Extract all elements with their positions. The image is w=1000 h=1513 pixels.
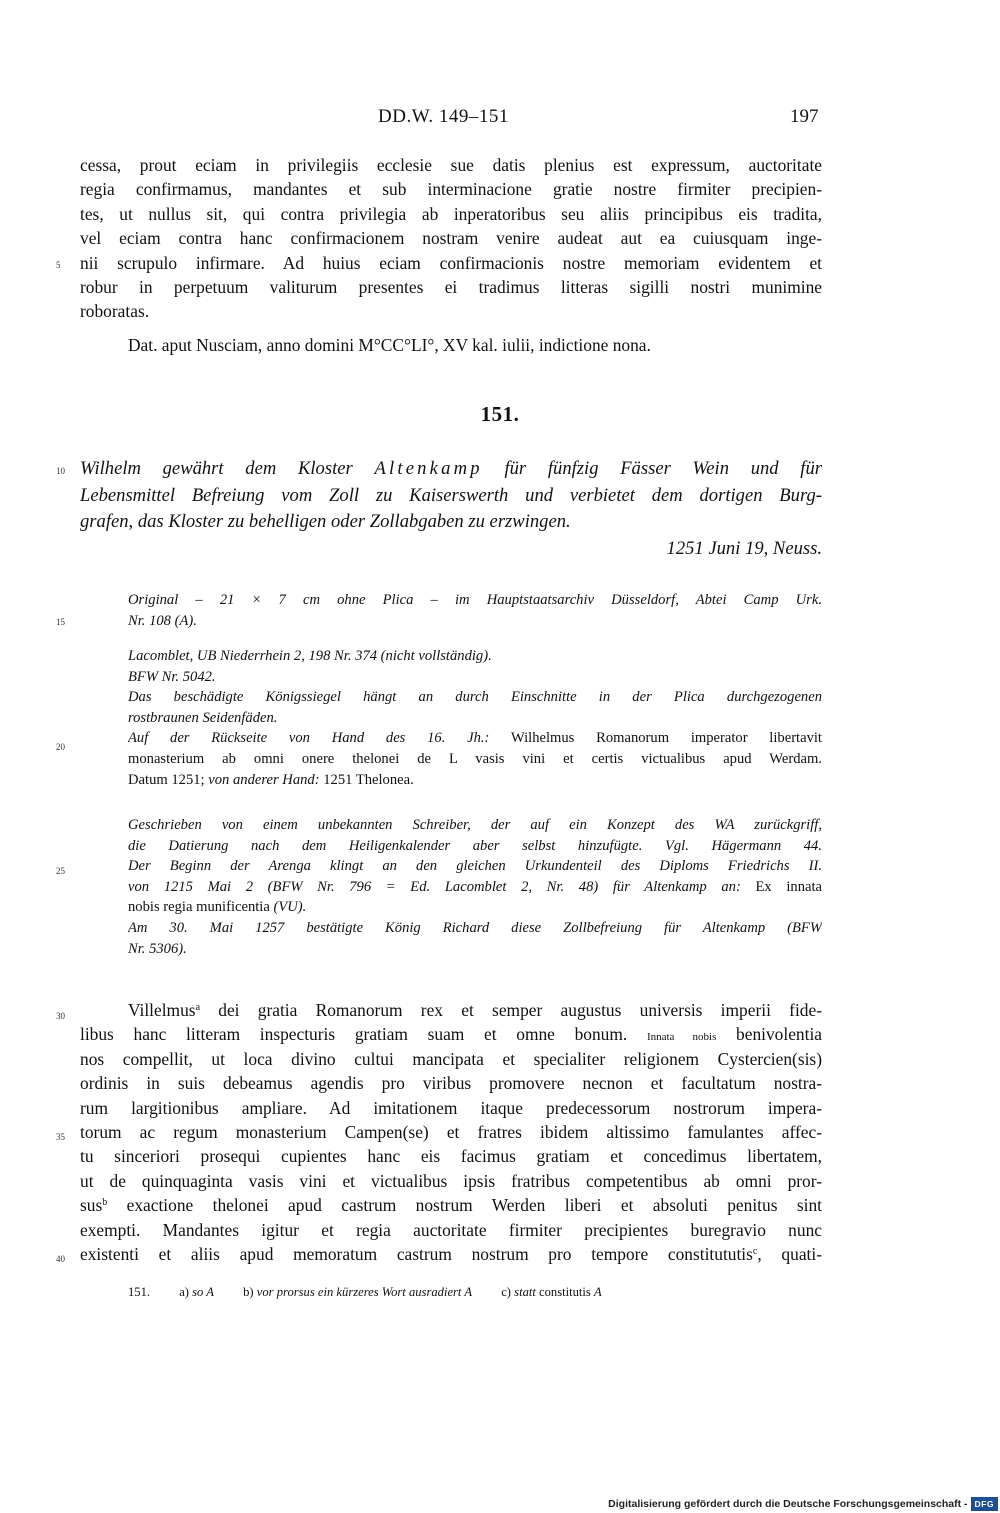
text-line: ut de quinquaginta vasis vini et victualibus ipsis fratribus competentibus ab omni pror- bbox=[80, 1170, 822, 1191]
header-reference: DD.W. 149–151 bbox=[378, 106, 509, 127]
apparatus-line: Geschrieben von einem unbekannten Schreiber, der auf ein Konzept des WA zurückgriff, bbox=[128, 817, 822, 833]
text-segment: existenti et aliis apud memoratum castrum nostrum pro tempore constitututis bbox=[80, 1243, 753, 1264]
commentary-text: von 1215 Mai 2 (BFW Nr. 796 = Ed. Lacomblet 2, Nr. 48) für Altenkamp an: bbox=[128, 878, 741, 895]
text-line: ordinis in suis debeamus agendis pro viribus promovere necnon et facultatum nostra- bbox=[80, 1073, 822, 1094]
footnote-mark: a) bbox=[179, 1285, 189, 1299]
apparatus-line bbox=[128, 897, 822, 918]
apparatus-line: Der Beginn der Arenga klingt an den gleichen Urkundenteil des Diploms Friedrichs II. bbox=[128, 858, 822, 875]
quoted-text: Ex innata bbox=[740, 878, 822, 895]
text-line: vel eciam contra hanc confirmacionem nostram venire audeat aut ea cuiusquam inge- bbox=[80, 228, 822, 249]
apparatus-line: Das beschädigte Königssiegel hängt an durch Einschnitte in der Plica durchgezogenen bbox=[128, 689, 822, 706]
quoted-text: nobis regia munificentia bbox=[128, 899, 270, 916]
apparatus-line: Nr. 108 (A). bbox=[128, 612, 197, 629]
footnote-number: 151. bbox=[128, 1285, 151, 1299]
charter-text bbox=[80, 998, 822, 1266]
dorsal-text: 1251 Thelonea. bbox=[319, 771, 414, 788]
text-line: nos compellit, ut loca divino cultui mancipata et specialiter religionem Cystercien(sis) bbox=[80, 1048, 822, 1069]
apparatus-line: BFW Nr. 5042. bbox=[128, 668, 216, 685]
dorsal-label: von anderer Hand: bbox=[208, 771, 320, 788]
commentary-note bbox=[128, 815, 822, 959]
regest-date: 1251 Juni 19, Neuss. bbox=[666, 537, 822, 559]
regest bbox=[80, 456, 822, 562]
text-line: roboratas. bbox=[80, 301, 150, 322]
dfg-logo-icon: DFG bbox=[971, 1497, 998, 1511]
text-line: tu sinceriori prosequi cupientes hanc eis facimus gratiam et concedimus libertatem, bbox=[80, 1146, 822, 1167]
text-segment: sus bbox=[80, 1195, 103, 1216]
text-line: exempti. Mandantes igitur et regia auctoritate firmiter precipientes buregravio nunc bbox=[80, 1219, 822, 1240]
footnote-text: A bbox=[593, 1285, 602, 1299]
apparatus-line bbox=[128, 877, 822, 898]
text-line bbox=[80, 1022, 822, 1046]
footnote-text: constitutis bbox=[535, 1285, 594, 1299]
apparatus-line: Lacomblet, UB Niederrhein 2, 198 Nr. 374 (nicht vollständig). bbox=[128, 648, 492, 664]
footnote-b bbox=[243, 1285, 472, 1299]
line-number: 25 bbox=[56, 866, 65, 876]
footnote-c bbox=[501, 1285, 601, 1299]
line-number: 30 bbox=[56, 1011, 65, 1021]
document-number: 151. bbox=[480, 402, 520, 426]
digitization-footer bbox=[608, 1495, 1000, 1513]
text-segment: , quati- bbox=[757, 1243, 822, 1264]
regest-line bbox=[80, 456, 822, 483]
line-number: 35 bbox=[56, 1132, 65, 1142]
text-line: tes, ut nullus sit, qui contra privilegia ab inperatoribus seu aliis principibus eis tradita, bbox=[80, 203, 822, 224]
dorsal-text: Wilhelmus Romanorum imperator libertavit bbox=[489, 730, 822, 747]
text-line: torum ac regum monasterium Campen(se) et fratres ibidem altissimo famulantes affec- bbox=[80, 1121, 822, 1142]
line-number: 20 bbox=[56, 742, 65, 752]
apparatus-line: monasterium ab omni onere thelonei de L vasis vini et certis victualibus apud Werdam. bbox=[128, 750, 822, 767]
line-number: 40 bbox=[56, 1254, 65, 1264]
arenga-incipit: Innata nobis bbox=[646, 1031, 717, 1044]
line-number: 5 bbox=[56, 260, 61, 270]
footnote-a bbox=[179, 1285, 214, 1299]
apparatus-line: Am 30. Mai 1257 bestätigte König Richard diese Zollbefreiung für Altenkamp (BFW bbox=[128, 919, 822, 936]
commentary-text: (VU). bbox=[269, 899, 307, 916]
regest-text: Wilhelm gewährt dem Kloster bbox=[80, 458, 375, 479]
apparatus-line: die Datierung nach dem Heiligenkalender aber selbst hinzufügte. Vgl. Hägermann 44. bbox=[128, 837, 822, 854]
apparatus-line: Original – 21 × 7 cm ohne Plica – im Hauptstaatsarchiv Düsseldorf, Abtei Camp Urk. bbox=[128, 592, 822, 608]
regest-line: Lebensmittel Befreiung vom Zoll zu Kaiserswerth und verbietet dem dortigen Burg- bbox=[80, 484, 822, 506]
text-segment: libus hanc litteram inspecturis gratiam suam et omne bonum. bbox=[80, 1024, 647, 1045]
carryover-text bbox=[80, 153, 822, 324]
footnote-mark: c) bbox=[501, 1285, 512, 1299]
apparatus-line bbox=[128, 770, 822, 791]
footnote-text: vor prorsus ein kürzeres Wort ausradiert A bbox=[256, 1285, 473, 1299]
page-number: 197 bbox=[790, 106, 819, 127]
text-line: nii scrupulo infirmare. Ad huius eciam confirmacionis nostre memoriam evidentem et bbox=[80, 252, 822, 273]
text-segment: exactione thelonei apud castrum nostrum Werden liberi et absoluti penitus sint bbox=[107, 1195, 822, 1216]
footnote-mark-b: b bbox=[102, 1197, 108, 1209]
text-line bbox=[80, 1193, 822, 1217]
text-line bbox=[80, 998, 822, 1022]
text-line: robur in perpetuum valiturum presentes ei tradimus litteras sigilli nostri munimine bbox=[80, 276, 822, 297]
footnote-mark: b) bbox=[243, 1285, 254, 1299]
dorsal-text: Datum 1251; bbox=[128, 771, 209, 788]
line-number: 15 bbox=[56, 617, 65, 627]
text-segment: dei gratia Romanorum rex et semper augustus universis imperii fide- bbox=[200, 1000, 822, 1020]
tradition-note bbox=[128, 590, 822, 631]
apparatus-line: rostbraunen Seidenfäden. bbox=[128, 709, 278, 726]
text-line: regia confirmamus, mandantes et sub interminacione gratie nostre firmiter precipien- bbox=[80, 179, 822, 200]
regest-line: grafen, das Kloster zu behelligen oder Zollabgaben zu erzwingen. bbox=[80, 511, 571, 532]
text-line bbox=[80, 1242, 822, 1266]
dating-clause: Dat. aput Nusciam, anno domini M°CC°LI°, XV kal. iulii, indictione nona. bbox=[128, 335, 651, 355]
text-line: cessa, prout eciam in privilegiis ecclesie sue datis plenius est expressum, auctoritate bbox=[80, 155, 822, 175]
footer-text: Digitalisierung gefördert durch die Deutsche Forschungsgemeinschaft - bbox=[608, 1498, 968, 1510]
footnote-text: so A bbox=[192, 1285, 214, 1299]
footnote-mark-a: a bbox=[195, 1002, 201, 1013]
monastery-name: Altenkamp bbox=[374, 458, 483, 479]
footnote-mark-c: c bbox=[752, 1245, 758, 1257]
footnotes bbox=[128, 1285, 628, 1300]
text-segment: benivolentia bbox=[716, 1024, 822, 1045]
line-number: 10 bbox=[56, 466, 65, 476]
running-header bbox=[0, 106, 1000, 130]
footnote-text: statt bbox=[514, 1285, 536, 1299]
text-segment: Villelmus bbox=[128, 1000, 196, 1020]
editions-note bbox=[128, 646, 822, 790]
text-line: rum largitionibus ampliare. Ad imitationem itaque predecessorum nostrorum impera- bbox=[80, 1097, 822, 1118]
dorsal-label: Auf der Rückseite von Hand des 16. Jh.: bbox=[128, 730, 490, 747]
regest-text: für fünfzig Fässer Wein und für bbox=[482, 458, 822, 479]
apparatus-line bbox=[128, 728, 822, 749]
apparatus-line: Nr. 5306). bbox=[128, 940, 187, 957]
